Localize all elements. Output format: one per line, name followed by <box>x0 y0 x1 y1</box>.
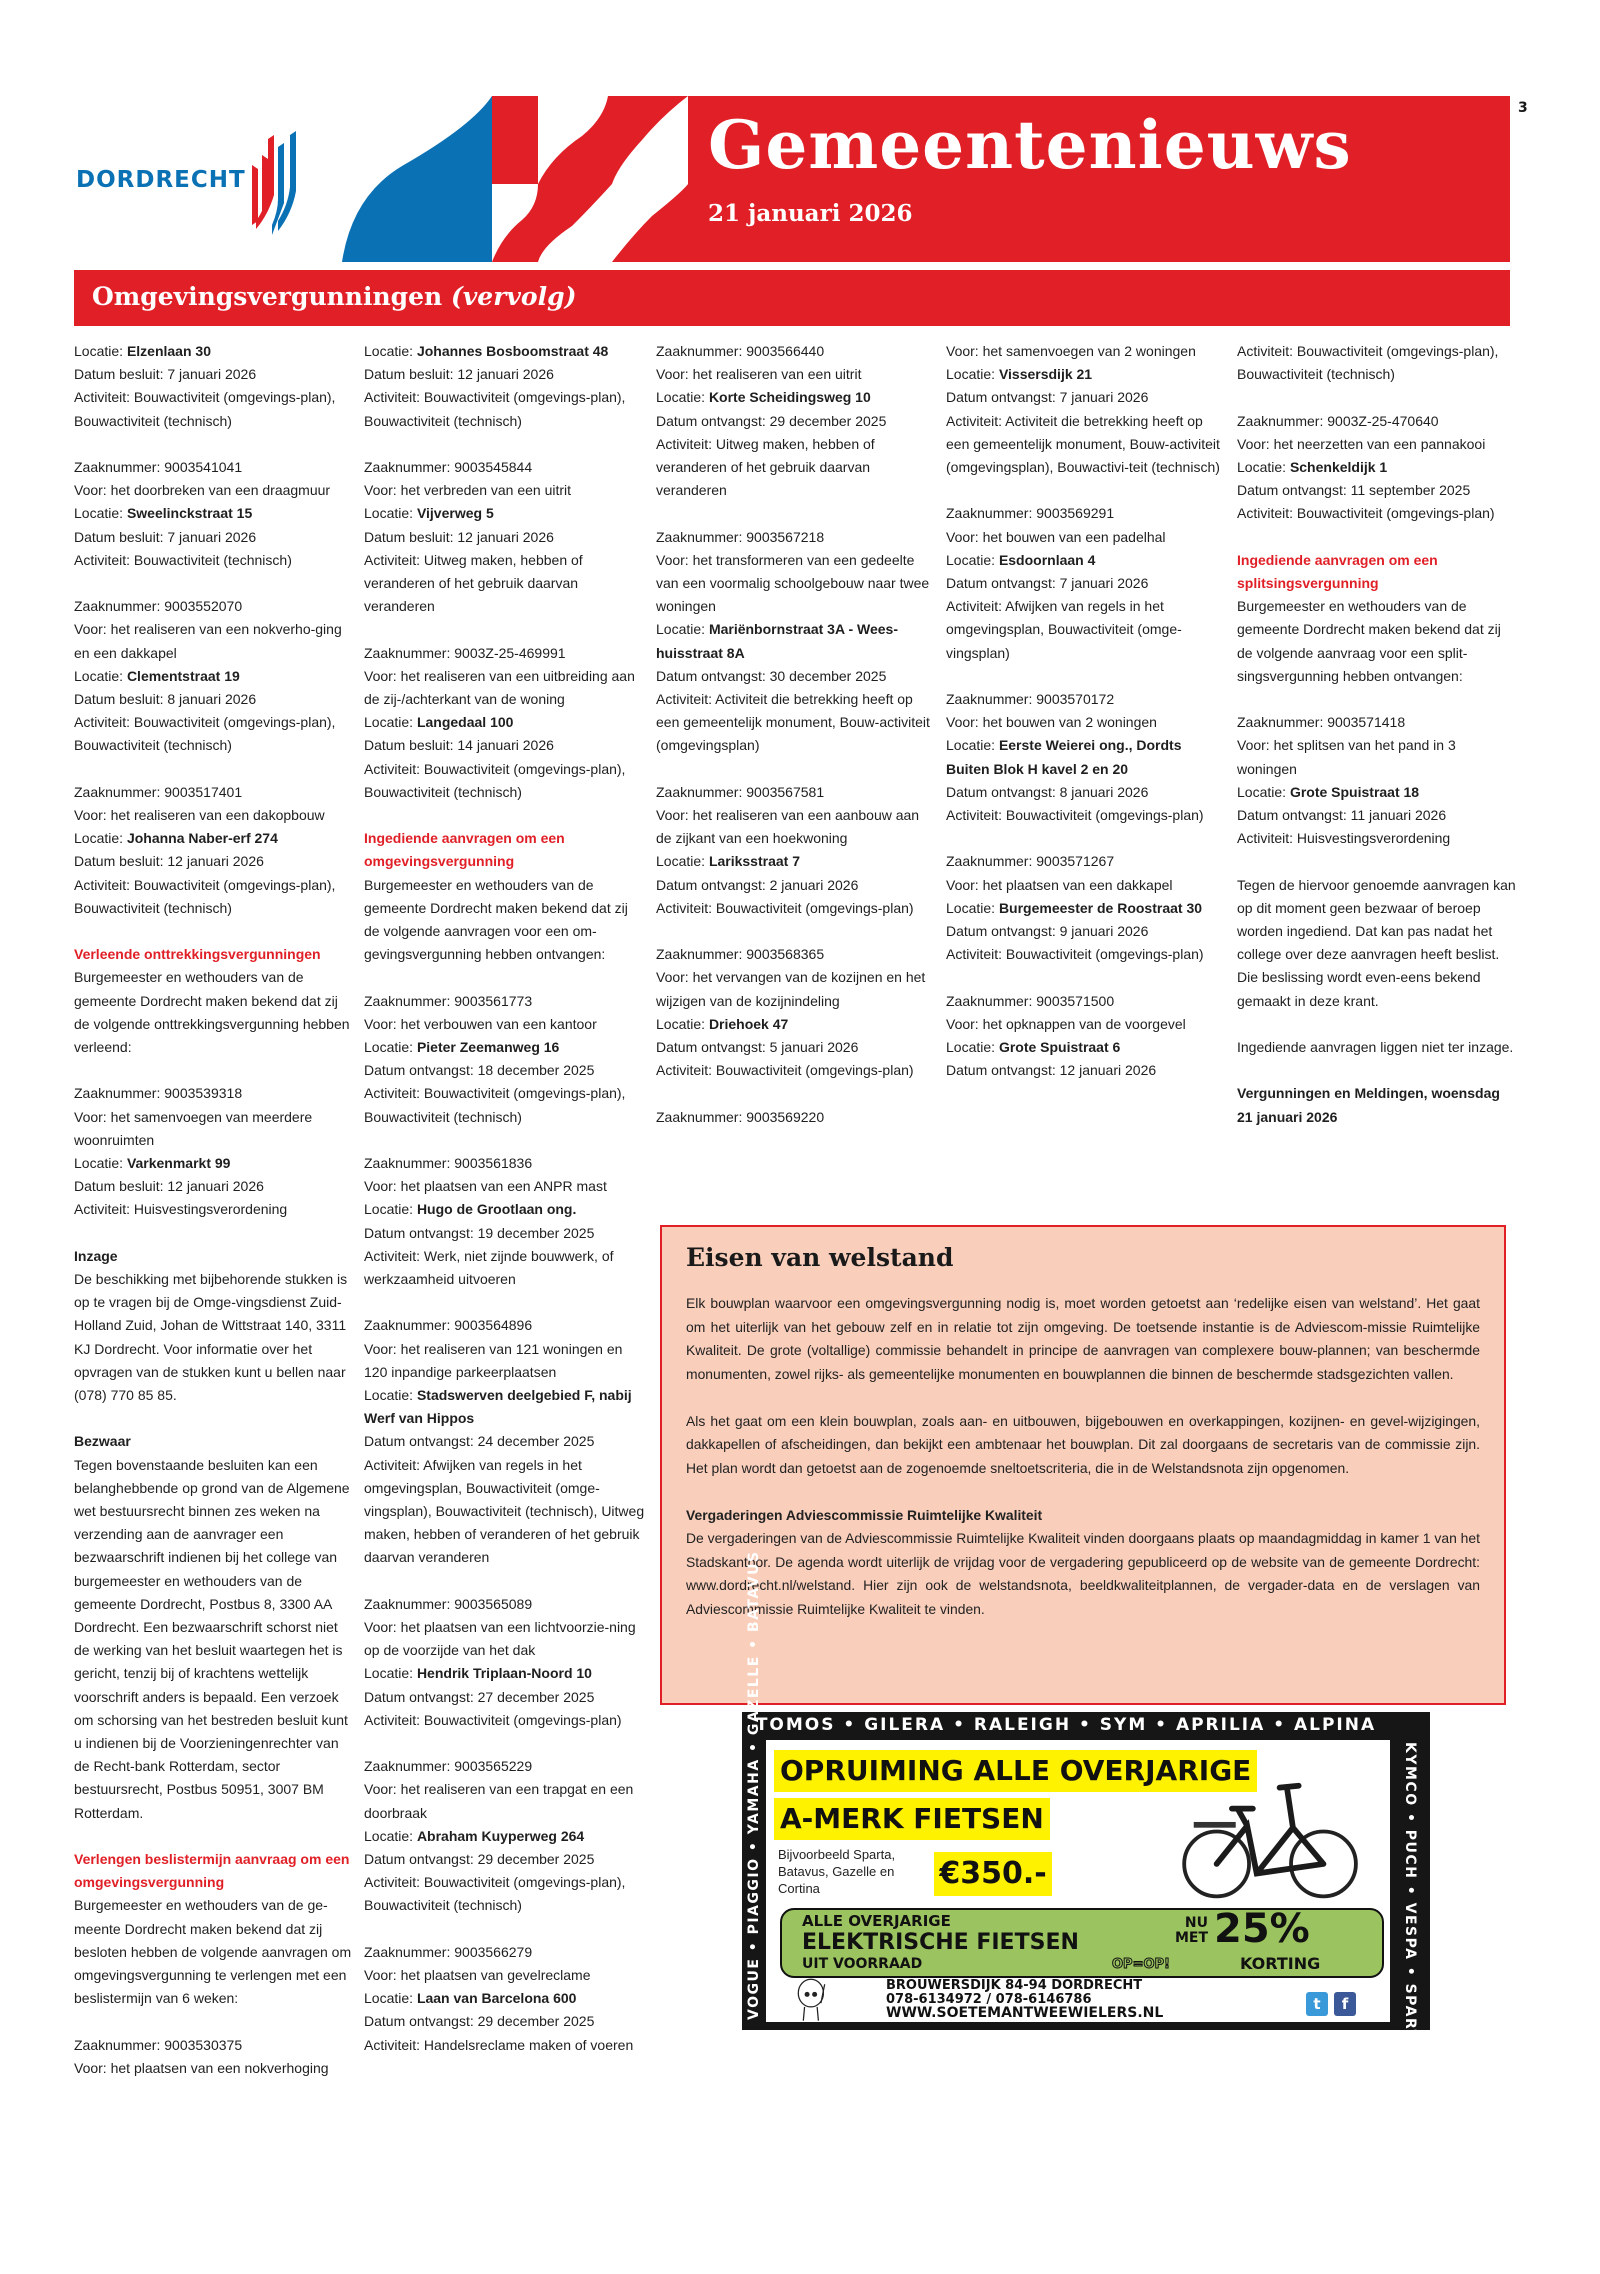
subheading-ingediend: Ingediende aanvragen om een omgevingsvergunning <box>364 830 565 870</box>
welstand-paragraph-1: Elk bouwplan waarvoor een omgevingsvergunning nodig is, moet worden getoetst aan ‘redelijke eisen van welstand’. Het gaat om het uiterlijk van het gebouw zelf en in relatie tot zijn omgeving. De toetsende instantie is de Adviescom-missie Ruimtelijke Kwaliteit. De grote (voltallige) commissie behandelt in principe de aanvragen van complexere bouw-plannen; van beschermde monumenten, zowel rijks- als gemeentelijke monumenten en bouwplannen die binnen de beschermde stadsgezichten vallen. <box>686 1295 1480 1382</box>
permit-entry: Zaaknummer: 9003565089 Voor: het plaatsen van een lichtvoorzie-ning op de voorzijde van het dak Locatie: Hendrik Triplaan-Noord 10 Datum ontvangst: 27 december 2025 Activiteit: Bouwactiviteit (omgevings-plan) <box>364 1595 636 1728</box>
ad-op-op: OP=OP! <box>1112 1957 1170 1972</box>
mascot-illustration-icon <box>784 1978 844 2022</box>
welstand-subtitle: Vergaderingen Adviescommissie Ruimtelijke Kwaliteit <box>686 1506 1043 1523</box>
subheading-splitsing: Ingediende aanvragen om een splitsingsvergunning <box>1237 551 1438 591</box>
dordrecht-logo <box>76 125 336 235</box>
permit-entry: Zaaknummer: 9003571267 Voor: het plaatsen van een dakkapel Locatie: Burgemeester de Roostraat 30 Datum ontvangst: 9 januari 2026 Activiteit: Bouwactiviteit (omgevings-plan) <box>946 853 1204 963</box>
permit-entry: Zaaknummer: 9003566279 Voor: het plaatsen van gevelreclame Locatie: Laan van Barcelona 600 Datum ontvangst: 29 december 2025 Activiteit: Handelsreclame maken of voeren <box>364 1943 634 2053</box>
permit-entry: Zaaknummer: 9003517401 Voor: het realiseren van een dakopbouw Locatie: Johanna Naber-erf 274 Datum besluit: 12 januari 2026 Activiteit: Bouwactiviteit (omgevings-plan), Bouwactiviteit (technisch) <box>74 783 336 916</box>
facebook-icon[interactable]: f <box>1334 1992 1356 2016</box>
permit-entry: Zaaknummer: 9003561836 Voor: het plaatsen van een ANPR mast Locatie: Hugo de Grootlaan ong. Datum ontvangst: 19 december 2025 Activiteit: Werk, niet zijnde bouwwerk, of werkzaamheid uitvoeren <box>364 1155 614 1288</box>
intro-paragraph: Burgemeester en wethouders van de gemeente Dordrecht maken bekend dat zij de volgende aanvragen voor een om-gevingsvergunning hebben ontvangen: <box>364 876 628 963</box>
permit-entry: Zaaknummer: 9003567218 Voor: het transformeren van een gedeelte van een voormalig schoolgebouw naar twee woningen Locatie: Mariënbornstraat 3A - Wees-huisstraat 8A Datum ontvangst: 30 december 2025 Activiteit: Activiteit die betrekking heeft op een gemeentelijk monument, Bouw-activiteit (omgevingsplan) <box>656 528 930 754</box>
ad-headline-2: A-MERK FIETSEN <box>774 1798 1050 1840</box>
section-header <box>74 270 1510 326</box>
header-graphic <box>342 96 688 262</box>
signoff: Vergunningen en Meldingen, woensdag 21 januari 2026 <box>1237 1085 1500 1125</box>
column-5 <box>1237 340 1519 1129</box>
inzage-paragraph: De beschikking met bijbehorende stukken is op te vragen bij de Omge-vingsdienst Zuid-Holland Zuid, Johan de Wittstraat 140, 3311 KJ Dordrecht. Voor informatie over het opvragen van de stukken kunt u bellen naar (078) 770 85 85. <box>74 1271 348 1404</box>
welstand-title: Eisen van welstand <box>686 1243 954 1272</box>
column-3 <box>656 340 938 1129</box>
permit-entry: Zaaknummer: 9003568365 Voor: het vervangen van de kozijnen en het wijzigen van de kozijnindeling Locatie: Driehoek 47 Datum ontvangst: 5 januari 2026 Activiteit: Bouwactiviteit (omgevings-plan) <box>656 946 926 1079</box>
permit-entry: Activiteit: Bouwactiviteit (omgevings-plan), Bouwactiviteit (technisch) <box>1237 343 1499 383</box>
ad-address: BROUWERSDIJK 84-94 DORDRECHT <box>886 1978 1143 1993</box>
ad-brands-right: KYMCO • PUCH • VESPA • SPARTA • LEADERBOX <box>1402 1742 1418 2183</box>
column-2 <box>364 340 646 2057</box>
permit-entry: Zaaknummer: 9003530375 Voor: het plaatsen van een nokverhoging <box>74 2036 329 2076</box>
ad-example-brands: Bijvoorbeeld Sparta, Batavus, Gazelle en Cortina <box>778 1847 896 1896</box>
subheading-inzage: Inzage <box>74 1247 118 1264</box>
permit-entry: Zaaknummer: 9003571418 Voor: het splitsen van het pand in 3 woningen Locatie: Grote Spuistraat 18 Datum ontvangst: 11 januari 2026 Activiteit: Huisvestingsverordening <box>1237 714 1456 847</box>
ad-website[interactable]: WWW.SOETEMANTWEEWIELERS.NL <box>886 2005 1164 2021</box>
permit-entry: Locatie: Johannes Bosboomstraat 48 Datum besluit: 12 januari 2026 Activiteit: Bouwactiviteit (omgevings-plan), Bouwactiviteit (technisch) <box>364 343 626 429</box>
permit-entry: Zaaknummer: 9003552070 Voor: het realiseren van een nokverho-ging en een dakkapel Locatie: Clementstraat 19 Datum besluit: 8 januari 2026 Activiteit: Bouwactiviteit (omgevings-plan), Bouwactiviteit (technisch) <box>74 598 342 754</box>
ad-green-line-2: ELEKTRISCHE FIETSEN <box>802 1930 1079 1955</box>
bicycle-icon <box>1176 1780 1366 1904</box>
ad-brands-left: VOGUE • PIAGGIO • YAMAHA • GAZELLE • BATAVUS <box>746 1550 762 2020</box>
permit-entry: Zaaknummer: 9003570172 Voor: het bouwen van 2 woningen Locatie: Eerste Weierei ong., Dordts Buiten Blok H kavel 2 en 20 Datum ontvangst: 8 januari 2026 Activiteit: Bouwactiviteit (omgevings-plan) <box>946 691 1204 824</box>
permit-entry: Locatie: Elzenlaan 30 Datum besluit: 7 januari 2026 Activiteit: Bouwactiviteit (omgevings-plan), Bouwactiviteit (technisch) <box>74 343 336 429</box>
permit-entry: Zaaknummer: 9003569220 <box>656 1108 825 1125</box>
welstand-paragraph-2: Als het gaat om een klein bouwplan, zoals aan- en uitbouwen, bijgebouwen en overkappingen, kozijnen- en gevel-wijzigingen, dakkapellen of afscheidingen, dan bekijkt een ambtenaar het bouwplan. Dit zal doorgaans de secretaris van de commissie zijn. Het plan wordt dan getoetst aan de zogenoemde sneltoetscriteria, die in de Welstandsnota zijn opgenomen. <box>686 1412 1480 1476</box>
ad-content <box>766 1740 1390 2022</box>
welstand-box <box>660 1225 1506 1705</box>
page-number: 3 <box>1518 100 1528 116</box>
ad-phone: 078-6134972 / 078-6146786 <box>886 1992 1092 2007</box>
ad-headline-1: OPRUIMING ALLE OVERJARIGE <box>774 1750 1257 1792</box>
inzage-note: Ingediende aanvragen liggen niet ter inzage. <box>1237 1039 1514 1056</box>
ad-electric-offer <box>780 1908 1384 1978</box>
intro-paragraph: Burgemeester en wethouders van de gemeente Dordrecht maken bekend dat zij de volgende onttrekkingsvergunning hebben verleend: <box>74 969 350 1056</box>
bezwaar-note: Tegen de hiervoor genoemde aanvragen kan op dit moment geen bezwaar of beroep worden ingediend. Dat kan pas nadat het college over deze aanvragen heeft beslist. Die beslissing wordt even-eens bekend gemaakt in deze krant. <box>1237 876 1516 1009</box>
permit-entry: Zaaknummer: 9003564896 Voor: het realiseren van 121 woningen en 120 inpandige parkeerplaatsen Locatie: Stadswerven deelgebied F, nabij Werf van Hippos Datum ontvangst: 24 december 2025 Activiteit: Afwijken van regels in het omgevingsplan, Bouwactiviteit (omge-vingsplan), Bouwactiviteit (technisch), Uitweg maken, hebben of veranderen of het gebruik daarvan veranderen <box>364 1317 645 1566</box>
column-1 <box>74 340 356 2080</box>
ad-price: €350.- <box>934 1852 1052 1896</box>
permit-entry: Zaaknummer: 9003561773 Voor: het verbouwen van een kantoor Locatie: Pieter Zeemanweg 16 Datum ontvangst: 18 december 2025 Activiteit: Bouwactiviteit (omgevings-plan), Bouwactiviteit (technisch) <box>364 992 626 1125</box>
bezwaar-paragraph: Tegen bovenstaande besluiten kan een belanghebbende op grond van de Algemene wet bestuursrecht binnen zes weken na verzending aan de aanvrager een bezwaarschrift indienen bij het college van burgemeester en wethouders van de gemeente Dordrecht, Postbus 8, 3300 AA Dordrecht. Een bezwaarschrift schorst niet de werking van het besluit waartegen het is gericht, tenzij bij of krachtens wettelijk voorschrift anders is bepaald. Een verzoek om schorsing van het bestreden besluit kunt u indienen bij de Voorzieningenrechter van de Recht-bank Rotterdam, sector bestuursrecht, Postbus 50951, 3007 BM Rotterdam. <box>74 1456 350 1821</box>
ad-green-line-1: ALLE OVERJARIGE <box>802 1912 951 1930</box>
permit-entry: Zaaknummer: 9003566440 Voor: het realiseren van een uitrit Locatie: Korte Scheidingsweg 10 Datum ontvangst: 29 december 2025 Activiteit: Uitweg maken, hebben of veranderen of het gebruik daarvan veranderen <box>656 343 887 499</box>
ad-korting: KORTING <box>1240 1954 1321 1973</box>
ad-nu-met: NU MET <box>1174 1915 1208 1946</box>
logo-text: DORDRECHT <box>76 167 246 193</box>
subheading-bezwaar: Bezwaar <box>74 1433 131 1450</box>
ad-green-line-3: UIT VOORRAAD <box>802 1956 923 1972</box>
permit-entry: Zaaknummer: 9003565229 Voor: het realiseren van een trapgat en een doorbraak Locatie: Abraham Kuyperweg 264 Datum ontvangst: 29 december 2025 Activiteit: Bouwactiviteit (omgevings-plan), Bouwactiviteit (technisch) <box>364 1758 634 1914</box>
permit-entry: Zaaknummer: 9003539318 Voor: het samenvoegen van meerdere woonruimten Locatie: Varkenmarkt 99 Datum besluit: 12 januari 2026 Activiteit: Huisvestingsverordening <box>74 1085 313 1218</box>
verlengen-paragraph: Burgemeester en wethouders van de ge-meente Dordrecht maken bekend dat zij besloten hebben de volgende aanvragen om omgevingsvergunning te verlengen met een beslistermijn van 6 weken: <box>74 1897 352 2007</box>
subheading-onttrekking: Verleende onttrekkingsvergunningen <box>74 946 321 963</box>
welstand-paragraph-3: De vergaderingen van de Adviescommissie Ruimtelijke Kwaliteit vinden doorgaans plaats op maandagmiddag in kamer 1 van het Stadskantoor. De agenda wordt uiterlijk de vrijdag voor de vergadering gepubliceerd op de website van de gemeente Dordrecht: www.dordrecht.nl/welstand. Hier zijn ook de welstandsnota, beeldkwaliteitplannen, de vergader-data en de verslagen van Adviescommissie Ruimtelijke Kwaliteit te vinden. <box>686 1530 1480 1617</box>
permit-entry: Zaaknummer: 9003567581 Voor: het realiseren van een aanbouw aan de zijkant van een hoekwoning Locatie: Lariksstraat 7 Datum ontvangst: 2 januari 2026 Activiteit: Bouwactiviteit (omgevings-plan) <box>656 783 920 916</box>
masthead-title: Gemeentenieuws <box>708 106 1352 184</box>
column-4 <box>946 340 1228 1082</box>
ad-discount: 25% <box>1214 1906 1310 1952</box>
section-title: Omgevingsvergunningen (vervolg) <box>92 282 577 311</box>
twitter-icon[interactable]: t <box>1306 1992 1328 2016</box>
permit-entry: Voor: het samenvoegen van 2 woningen Locatie: Vissersdijk 21 Datum ontvangst: 7 januari 2026 Activiteit: Activiteit die betrekking heeft op een gemeentelijk monument, Bouw-activiteit (omgevingsplan), Bouwactivi-teit (technisch) <box>946 343 1220 476</box>
ad-brands-top: TOMOS • GILERA • RALEIGH • SYM • APRILIA • ALPINA <box>755 1715 1377 1735</box>
permit-entry: Zaaknummer: 9003541041 Voor: het doorbreken van een draagmuur Locatie: Sweelinckstraat 15 Datum besluit: 7 januari 2026 Activiteit: Bouwactiviteit (technisch) <box>74 459 331 568</box>
subheading-verlengen: Verlengen beslistermijn aanvraag om een omgevingsvergunning <box>74 1851 350 1891</box>
permit-entry: Zaaknummer: 9003569291 Voor: het bouwen van een padelhal Locatie: Esdoornlaan 4 Datum ontvangst: 7 januari 2026 Activiteit: Afwijken van regels in het omgevingsplan, Bouwactiviteit (omge-vingsplan) <box>946 505 1182 661</box>
masthead <box>688 96 1510 262</box>
permit-entry: Zaaknummer: 9003Z-25-469991 Voor: het realiseren van een uitbreiding aan de zij-/achterkant van de woning Locatie: Langedaal 100 Datum besluit: 14 januari 2026 Activiteit: Bouwactiviteit (omgevings-plan), Bouwactiviteit (technisch) <box>364 644 635 800</box>
masthead-date: 21 januari 2026 <box>708 200 913 227</box>
intro-paragraph: Burgemeester en wethouders van de gemeente Dordrecht maken bekend dat zij de volgende aanvraag voor een split-singsvergunning hebben ontvangen: <box>1237 598 1501 684</box>
permit-entry: Zaaknummer: 9003571500 Voor: het opknappen van de voorgevel Locatie: Grote Spuistraat 6 Datum ontvangst: 12 januari 2026 <box>946 992 1186 1079</box>
dordrecht-emblem-icon <box>248 125 308 235</box>
section-title-suffix: (vervolg) <box>450 282 577 311</box>
permit-entry: Zaaknummer: 9003545844 Voor: het verbreden van een uitrit Locatie: Vijverweg 5 Datum besluit: 12 januari 2026 Activiteit: Uitweg maken, hebben of veranderen of het gebruik daarvan veranderen <box>364 459 583 615</box>
permit-entry: Zaaknummer: 9003Z-25-470640 Voor: het neerzetten van een pannakooi Locatie: Schenkeldijk 1 Datum ontvangst: 11 september 2025 Activiteit: Bouwactiviteit (omgevings-plan) <box>1237 412 1495 522</box>
